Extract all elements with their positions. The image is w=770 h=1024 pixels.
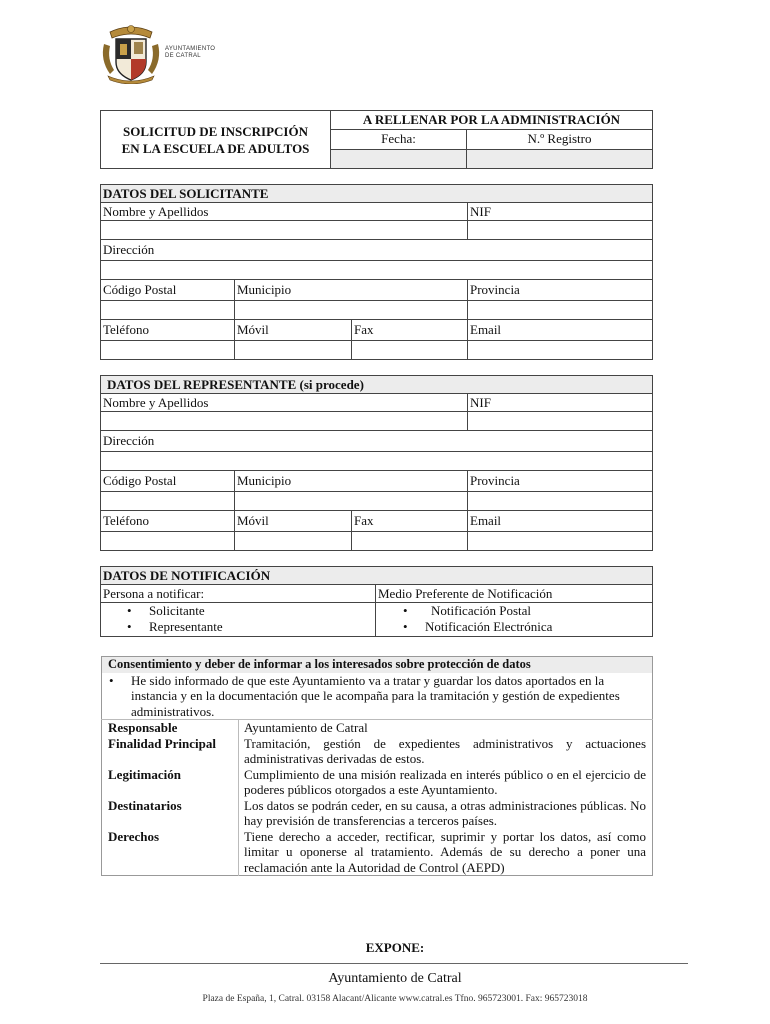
representante-email-label: Email [468,511,653,532]
privacy-derechos-label: Derechos [108,828,160,844]
footer-divider [100,963,688,964]
header-table [100,110,653,169]
privacy-legitimacion-text: Cumplimiento de una misión realizada en interés público o en el ejercicio de poderes públicos otorgados a este Ayuntamiento. [239,767,653,798]
privacy-destinatarios-text: Los datos se podrán ceder, en su causa, a otras administraciones públicas. No hay previsión de transferencias a terceros países. [239,798,653,829]
option-notificacion-postal[interactable]: • Notificación Postal [425,603,650,619]
medio-preferente-label: Medio Preferente de Notificación [376,585,653,603]
privacy-table [101,656,653,876]
option-notificacion-electronica[interactable]: • Notificación Electrónica [425,619,650,635]
solicitante-nif-label: NIF [468,203,653,221]
solicitante-table [100,184,653,360]
representante-cp-field[interactable] [101,492,235,511]
representante-fax-label: Fax [352,511,468,532]
privacy-finalidad-label: Finalidad Principal [108,735,216,751]
representante-table [100,375,653,551]
solicitante-direccion-field[interactable] [101,261,653,280]
solicitante-cp-field[interactable] [101,301,235,320]
solicitante-municipio-field[interactable] [235,301,468,320]
privacy-destinatarios-label: Destinatarios [108,797,182,813]
solicitante-telefono-field[interactable] [101,341,235,360]
privacy-finalidad-text: Tramitación, gestión de expedientes administrativos y actuaciones administrativas derivadas de estos. [239,736,653,767]
expone-heading: EXPONE: [365,940,425,955]
admin-section-title: A RELLENAR POR LA ADMINISTRACIÓN [331,111,653,130]
logo-caption: AYUNTAMIENTO DE CATRAL [165,46,216,59]
privacy-informed-text: He sido informado de que este Ayuntamiento va a tratar y guardar los datos aportados en la instancia y en la documentación que le acompaña para la tramitación y gestión de expedientes administrativos. [131,672,620,719]
solicitante-cp-label: Código Postal [101,280,235,301]
fecha-field[interactable] [331,149,467,168]
solicitante-email-label: Email [468,320,653,341]
solicitante-provincia-field[interactable] [468,301,653,320]
option-solicitante[interactable]: • Solicitante [149,603,373,619]
representante-fax-field[interactable] [352,532,468,551]
fecha-label: Fecha: [331,130,467,149]
footer-organization: Ayuntamiento de Catral [328,971,462,986]
solicitante-movil-field[interactable] [235,341,352,360]
registro-label: N.º Registro [467,130,653,149]
representante-nif-label: NIF [468,394,653,412]
representante-direccion-label: Dirección [101,431,653,452]
notificacion-section-title: DATOS DE NOTIFICACIÓN [101,567,653,585]
representante-telefono-field[interactable] [101,532,235,551]
solicitante-municipio-label: Municipio [235,280,468,301]
privacy-title: Consentimiento y deber de informar a los interesados sobre protección de datos [102,657,653,673]
representante-telefono-label: Teléfono [101,511,235,532]
representante-email-field[interactable] [468,532,653,551]
bullet-icon: • [109,672,114,688]
privacy-legitimacion-label: Legitimación [108,766,181,782]
representante-municipio-field[interactable] [235,492,468,511]
solicitante-section-title: DATOS DEL SOLICITANTE [101,185,653,203]
representante-nombre-field[interactable] [101,412,468,431]
notificacion-table [100,566,653,637]
coat-of-arms-logo [100,24,162,84]
solicitante-direccion-label: Dirección [101,240,653,261]
representante-direccion-field[interactable] [101,452,653,471]
representante-section-title: DATOS DEL REPRESENTANTE (si procede) [101,376,653,394]
solicitante-provincia-label: Provincia [468,280,653,301]
solicitante-nombre-label: Nombre y Apellidos [101,203,468,221]
solicitante-fax-label: Fax [352,320,468,341]
representante-municipio-label: Municipio [235,471,468,492]
representante-provincia-field[interactable] [468,492,653,511]
solicitante-nif-field[interactable] [468,221,653,240]
solicitante-email-field[interactable] [468,341,653,360]
solicitante-movil-label: Móvil [235,320,352,341]
representante-provincia-label: Provincia [468,471,653,492]
representante-movil-field[interactable] [235,532,352,551]
privacy-derechos-text: Tiene derecho a acceder, rectificar, suprimir y portar los datos, así como limitar u oponerse al tratamiento. Además de su derecho a poner una reclamación ante la Autoridad de Control (AEPD) [239,829,653,876]
solicitante-fax-field[interactable] [352,341,468,360]
footer-address: Plaza de España, 1, Catral. 03158 Alacant/Alicante www.catral.es Tfno. 965723001. Fax: 965723018 [202,994,588,1004]
representante-cp-label: Código Postal [101,471,235,492]
privacy-responsable-text: Ayuntamiento de Catral [239,720,653,736]
persona-notificar-label: Persona a notificar: [101,585,376,603]
form-title-line2: EN LA ESCUELA DE ADULTOS [121,140,310,156]
option-representante[interactable]: • Representante [149,619,373,635]
registro-field[interactable] [467,149,653,168]
representante-nif-field[interactable] [468,412,653,431]
solicitante-telefono-label: Teléfono [101,320,235,341]
solicitante-nombre-field[interactable] [101,221,468,240]
representante-nombre-label: Nombre y Apellidos [101,394,468,412]
privacy-responsable-label: Responsable [102,720,239,736]
form-title-line1: SOLICITUD DE INSCRIPCIÓN [123,123,308,139]
representante-movil-label: Móvil [235,511,352,532]
